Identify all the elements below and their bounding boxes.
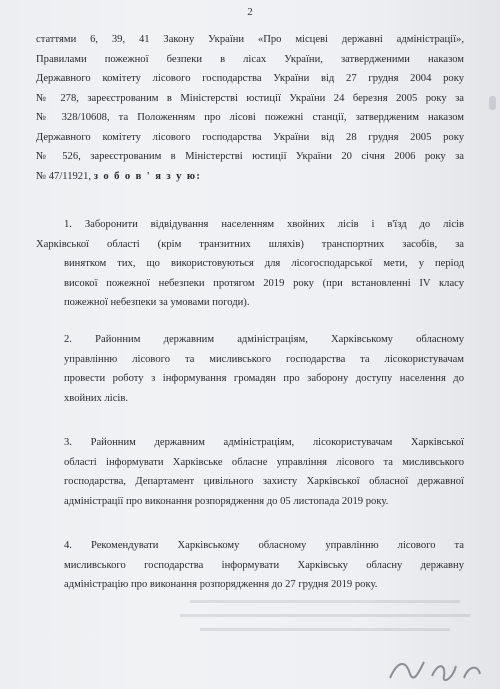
item-3-paragraph bbox=[36, 433, 464, 511]
item-line: області інформувати Харківське обласне управління лісового та мисливського bbox=[64, 456, 464, 468]
item-1-paragraph bbox=[36, 215, 464, 313]
item-4-paragraph bbox=[36, 536, 464, 595]
item-line: винятком тих, що використовуються для лісогосподарської мети, у період bbox=[64, 258, 464, 269]
item-line: 1. Заборонити відвідування населенням хвойних лісів і в'їзд до лісів bbox=[64, 219, 464, 230]
item-line: високої пожежної небезпеки протягом 2019 року (при встановленні IV класу bbox=[64, 277, 464, 289]
scan-artifact bbox=[489, 96, 496, 110]
item-line: хвойних лісів. bbox=[64, 392, 129, 404]
intro-line: статтями 6, 39, 41 Закону України «Про місцеві державні адміністрації», bbox=[36, 34, 464, 45]
item-2-paragraph bbox=[36, 330, 464, 408]
intro-line bbox=[36, 167, 464, 187]
intro-line: № 526, зареєстрованим в Міністерстві юстиції України 20 січня 2006 року за bbox=[36, 151, 464, 162]
intro-line: Правилами пожежної безпеки в лісах України, затвердженими наказом bbox=[36, 53, 464, 65]
intro-line: Державного комітету лісового господарства України від 27 грудня 2004 року bbox=[36, 73, 464, 84]
item-line: мисливського господарства інформувати Харківську обласну державну bbox=[64, 559, 464, 571]
intro-line: № 278, зареєстрованим в Міністерстві юстиції України 24 березня 2005 року за bbox=[36, 92, 464, 104]
item-line: 4. Рекомендувати Харківському обласному управлінню лісового та bbox=[64, 540, 464, 551]
item-line: 3. Районним державним адміністраціям, лісокористувачам Харківської bbox=[64, 437, 464, 448]
oblige-word: з о б о в ' я з у ю: bbox=[93, 170, 202, 182]
handwritten-mark bbox=[380, 640, 490, 685]
item-line: адміністрацію про виконання розпорядження до 27 грудня 2019 року. bbox=[64, 579, 378, 590]
item-line: пожежної небезпеки за умовами погоди). bbox=[64, 297, 250, 308]
item-line: господарства, Департамент цивільного захисту Харківської обласної державної bbox=[64, 476, 464, 487]
item-line: адміністрації про виконання розпорядження до 05 листопада 2019 року. bbox=[64, 495, 389, 507]
item-line: провести роботу з інформування громадян про заборону доступу населення до bbox=[64, 373, 464, 384]
intro-paragraph bbox=[36, 30, 464, 186]
intro-last-line-prefix: № 47/11921, bbox=[36, 170, 94, 182]
item-line: управлінню лісового та мисливського господарства та лісокористувачам bbox=[64, 353, 464, 365]
item-line: Харківської області (крім транзитних шляхів) транспортних засобів, за bbox=[36, 238, 464, 250]
intro-line: Державного комітету лісового господарства України від 28 грудня 2005 року bbox=[36, 131, 464, 143]
page-number: 2 bbox=[247, 6, 253, 18]
item-line: 2. Районним державним адміністраціям, Харківському обласному bbox=[64, 334, 464, 345]
intro-line: № 328/10608, та Положенням про лісові пожежні станції, затвердженим наказом bbox=[36, 112, 464, 123]
